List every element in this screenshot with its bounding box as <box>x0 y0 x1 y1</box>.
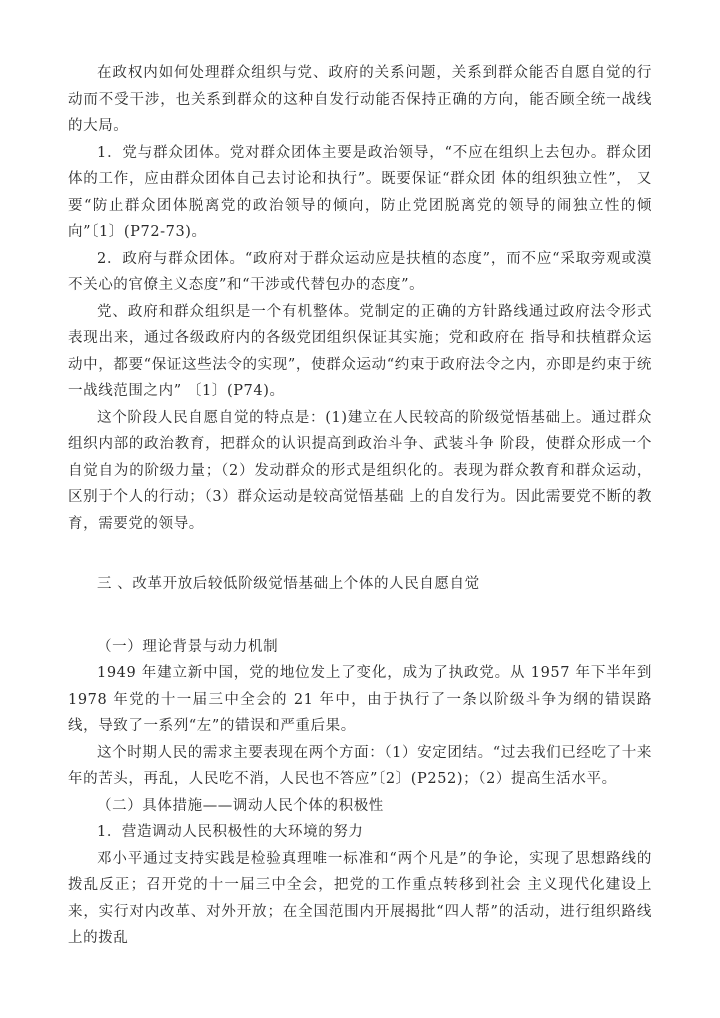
subsection-heading: （二）具体措施——调动人民个体的积极性 <box>97 797 384 814</box>
paragraph: 邓小平通过支持实践是检验真理唯一标准和“两个凡是”的争论，实现了思想路线的拨乱反正；召开党的十一届三中全会，把党的工作重点转移到社会 主义现代化建设上来，实行对内改革、对外开放；在全国范围内开展揭批“四人帮”的活动，进行组织路线上的拨乱 <box>68 850 652 946</box>
paragraph: 党、政府和群众组织是一个有机整体。党制定的正确的方针路线通过政府法令形式表现出来，通过各级政府内的各级党团组织保证其实施；党和政府在 指导和扶植群众运动中，都要“保证这些法令的实现”，使群众运动“约束于政府法令之内，亦即是约束于统一战线范围之内” 〔1〕(P74)。 <box>68 303 652 399</box>
paragraph: 1949 年建立新中国，党的地位发上了变化，成为了执政党。从 1957 年下半年到 1978 年党的十一届三中全会的 21 年中，由于执行了一条以阶级斗争为纲的错误路线，导致了一系列“左”的错误和严重后果。 <box>68 665 652 734</box>
section-heading: 三 、改革开放后较低阶级觉悟基础上个体的人民自愿自觉 <box>97 576 480 592</box>
paragraph: 1．党与群众团体。党对群众团体主要是政治领导，“不应在组织上去包办。群众团体的工作，应由群众团体自己去讨论和执行”。既要保证“群众团 体的组织独立性”， 又要“防止群众团体脱离党的政治领导的倾向，防止党团脱离党的领导的闹独立性的倾向”〔1〕(P72-73)。 <box>68 144 652 240</box>
document-body <box>68 60 652 952</box>
paragraph: 这个阶段人民自愿自觉的特点是：(1)建立在人民较高的阶级觉悟基础上。通过群众组织内部的政治教育，把群众的认识提高到政治斗争、武装斗争 阶段，使群众形成一个自觉自为的阶级力量；（2）发动群众的形式是组织化的。表现为群众教育和群众运动，区别于个人的行动；（3）群众运动是较高觉悟基础 上的自发行为。因此需要党不断的教育，需要党的领导。 <box>68 409 652 532</box>
subsection-heading: （一）理论背景与动力机制 <box>97 638 279 655</box>
paragraph: 2．政府与群众团体。“政府对于群众运动应是扶植的态度”，而不应“采取旁观或漠不关心的官僚主义态度”和“干涉或代替包办的态度”。 <box>68 250 652 293</box>
paragraph: 在政权内如何处理群众组织与党、政府的关系问题，关系到群众能否自愿自觉的行动而不受干涉，也关系到群众的这种自发行动能否保持正确的方向，能否顾全统一战线的大局。 <box>68 65 652 134</box>
item-heading: 1．营造调动人民积极性的大环境的努力 <box>97 824 364 840</box>
paragraph: 这个时期人民的需求主要表现在两个方面：（1）安定团结。“过去我们已经吃了十来年的苦头，再乱，人民吃不消，人民也不答应”〔2〕(P252)；（2）提高生活水平。 <box>68 744 652 787</box>
